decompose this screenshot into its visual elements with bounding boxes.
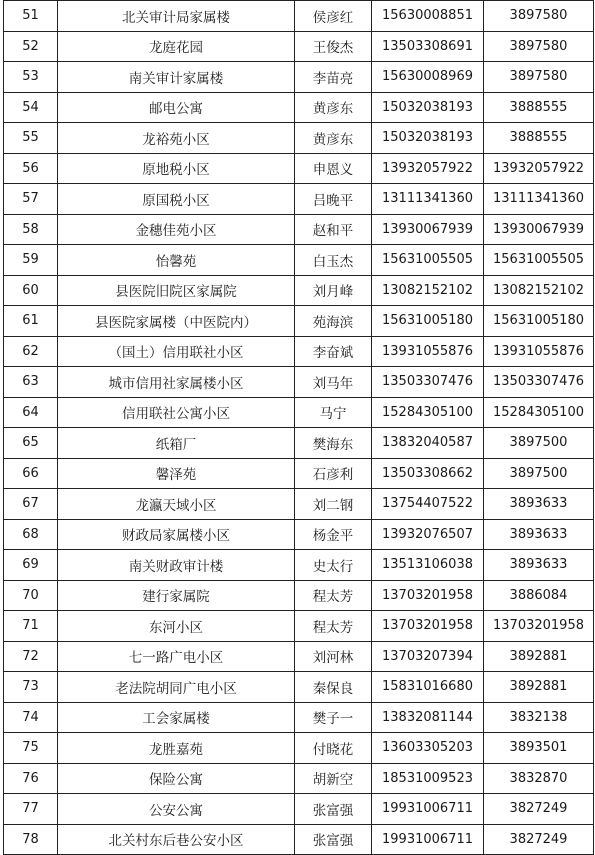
phone-number-cell: 3832870 [484,763,594,794]
row-number-cell: 57 [4,184,58,215]
mobile-number-cell: 13932057922 [372,153,484,184]
community-name-cell: 馨泽苑 [58,458,295,489]
mobile-number-cell: 15284305100 [372,397,484,428]
table-row [4,824,594,855]
table-row [4,367,594,398]
row-number-cell: 68 [4,519,58,550]
community-name-cell: 北关审计局家属楼 [58,1,295,32]
community-name-cell: 龙瀛天域小区 [58,489,295,520]
row-number-cell: 65 [4,428,58,459]
mobile-number-cell: 13703207394 [372,641,484,672]
mobile-number-cell: 13503308662 [372,458,484,489]
phone-number-cell: 15631005505 [484,245,594,276]
contact-person-cell: 王俊杰 [295,31,372,62]
mobile-number-cell: 13503308691 [372,31,484,62]
contact-person-cell: 赵和平 [295,214,372,245]
table-row [4,62,594,93]
row-number-cell: 75 [4,733,58,764]
row-number-cell: 62 [4,336,58,367]
community-name-cell: 龙庭花园 [58,31,295,62]
mobile-number-cell: 15630008969 [372,62,484,93]
contact-person-cell: 石彦利 [295,458,372,489]
community-name-cell: 城市信用社家属楼小区 [58,367,295,398]
mobile-number-cell: 13082152102 [372,275,484,306]
phone-number-cell: 15284305100 [484,397,594,428]
row-number-cell: 52 [4,31,58,62]
table-row [4,306,594,337]
contact-person-cell: 杨金平 [295,519,372,550]
phone-number-cell: 13111341360 [484,184,594,215]
community-name-cell: 龙胜嘉苑 [58,733,295,764]
mobile-number-cell: 19931006711 [372,824,484,855]
mobile-number-cell: 13930067939 [372,214,484,245]
phone-number-cell: 3893633 [484,550,594,581]
contact-person-cell: 刘河林 [295,641,372,672]
community-name-cell: 北关村东后巷公安小区 [58,824,295,855]
table-row [4,428,594,459]
phone-number-cell: 3832138 [484,702,594,733]
contact-person-cell: 张富强 [295,794,372,825]
row-number-cell: 63 [4,367,58,398]
table-row [4,641,594,672]
contact-person-cell: 白玉杰 [295,245,372,276]
community-name-cell: 七一路广电小区 [58,641,295,672]
row-number-cell: 70 [4,580,58,611]
phone-number-cell: 13931055876 [484,336,594,367]
community-name-cell: （国土）信用联社小区 [58,336,295,367]
table-row [4,214,594,245]
mobile-number-cell: 15630008851 [372,1,484,32]
phone-number-cell: 13932057922 [484,153,594,184]
table-row [4,763,594,794]
phone-number-cell: 3897580 [484,31,594,62]
phone-number-cell: 13930067939 [484,214,594,245]
mobile-number-cell: 13931055876 [372,336,484,367]
community-contact-table [3,0,594,855]
contact-person-cell: 刘二钢 [295,489,372,520]
phone-number-cell: 3888555 [484,92,594,123]
mobile-number-cell: 15032038193 [372,123,484,154]
community-name-cell: 建行家属院 [58,580,295,611]
community-name-cell: 纸箱厂 [58,428,295,459]
contact-person-cell: 程太芳 [295,580,372,611]
community-name-cell: 怡馨苑 [58,245,295,276]
contact-person-cell: 樊子一 [295,702,372,733]
row-number-cell: 67 [4,489,58,520]
community-name-cell: 东河小区 [58,611,295,642]
row-number-cell: 55 [4,123,58,154]
table-row [4,519,594,550]
table-body [4,1,594,855]
mobile-number-cell: 13111341360 [372,184,484,215]
contact-person-cell: 樊海东 [295,428,372,459]
contact-person-cell: 胡新空 [295,763,372,794]
table-row [4,702,594,733]
row-number-cell: 66 [4,458,58,489]
row-number-cell: 69 [4,550,58,581]
contact-person-cell: 侯彦红 [295,1,372,32]
community-name-cell: 工会家属楼 [58,702,295,733]
mobile-number-cell: 13513106038 [372,550,484,581]
mobile-number-cell: 18531009523 [372,763,484,794]
phone-number-cell: 3888555 [484,123,594,154]
phone-number-cell: 3893501 [484,733,594,764]
table-row [4,550,594,581]
row-number-cell: 73 [4,672,58,703]
row-number-cell: 64 [4,397,58,428]
row-number-cell: 72 [4,641,58,672]
table-row [4,611,594,642]
phone-number-cell: 3827249 [484,794,594,825]
row-number-cell: 54 [4,92,58,123]
contact-person-cell: 黄彦东 [295,92,372,123]
community-name-cell: 南关审计家属楼 [58,62,295,93]
mobile-number-cell: 13603305203 [372,733,484,764]
phone-number-cell: 15631005180 [484,306,594,337]
phone-number-cell: 13703201958 [484,611,594,642]
phone-number-cell: 13082152102 [484,275,594,306]
community-name-cell: 邮电公寓 [58,92,295,123]
table-row [4,184,594,215]
table-row [4,1,594,32]
contact-person-cell: 申恩义 [295,153,372,184]
phone-number-cell: 3897500 [484,458,594,489]
contact-person-cell: 黄彦东 [295,123,372,154]
table-row [4,580,594,611]
contact-person-cell: 程太芳 [295,611,372,642]
mobile-number-cell: 13703201958 [372,611,484,642]
phone-number-cell: 3893633 [484,519,594,550]
community-name-cell: 财政局家属楼小区 [58,519,295,550]
table-row [4,153,594,184]
row-number-cell: 61 [4,306,58,337]
mobile-number-cell: 13832040587 [372,428,484,459]
table-row [4,245,594,276]
row-number-cell: 53 [4,62,58,93]
row-number-cell: 77 [4,794,58,825]
table-row [4,458,594,489]
phone-number-cell: 3897500 [484,428,594,459]
contact-person-cell: 李奋斌 [295,336,372,367]
mobile-number-cell: 13503307476 [372,367,484,398]
table-row [4,733,594,764]
community-name-cell: 原国税小区 [58,184,295,215]
contact-person-cell: 刘月峰 [295,275,372,306]
row-number-cell: 74 [4,702,58,733]
table-row [4,489,594,520]
mobile-number-cell: 13754407522 [372,489,484,520]
contact-person-cell: 刘马年 [295,367,372,398]
table-row [4,794,594,825]
phone-number-cell: 3886084 [484,580,594,611]
community-name-cell: 县医院家属楼（中医院内） [58,306,295,337]
row-number-cell: 58 [4,214,58,245]
table-row [4,123,594,154]
community-name-cell: 县医院旧院区家属院 [58,275,295,306]
contact-person-cell: 马宁 [295,397,372,428]
mobile-number-cell: 15631005180 [372,306,484,337]
community-name-cell: 龙裕苑小区 [58,123,295,154]
contact-person-cell: 李苗亮 [295,62,372,93]
phone-number-cell: 3897580 [484,1,594,32]
community-name-cell: 信用联社公寓小区 [58,397,295,428]
row-number-cell: 76 [4,763,58,794]
community-name-cell: 保险公寓 [58,763,295,794]
contact-person-cell: 苑海滨 [295,306,372,337]
row-number-cell: 51 [4,1,58,32]
mobile-number-cell: 13832081144 [372,702,484,733]
table-row [4,275,594,306]
community-name-cell: 原地税小区 [58,153,295,184]
mobile-number-cell: 15831016680 [372,672,484,703]
table-row [4,92,594,123]
phone-number-cell: 3827249 [484,824,594,855]
community-name-cell: 公安公寓 [58,794,295,825]
community-name-cell: 金穗佳苑小区 [58,214,295,245]
row-number-cell: 56 [4,153,58,184]
phone-number-cell: 3893633 [484,489,594,520]
contact-person-cell: 张富强 [295,824,372,855]
table-row [4,672,594,703]
phone-number-cell: 3892881 [484,641,594,672]
contact-person-cell: 付晓花 [295,733,372,764]
phone-number-cell: 13503307476 [484,367,594,398]
table-row [4,31,594,62]
phone-number-cell: 3897580 [484,62,594,93]
mobile-number-cell: 15032038193 [372,92,484,123]
table-row [4,336,594,367]
contact-person-cell: 吕晚平 [295,184,372,215]
row-number-cell: 59 [4,245,58,276]
community-name-cell: 南关财政审计楼 [58,550,295,581]
row-number-cell: 60 [4,275,58,306]
mobile-number-cell: 13932076507 [372,519,484,550]
community-name-cell: 老法院胡同广电小区 [58,672,295,703]
row-number-cell: 78 [4,824,58,855]
contact-person-cell: 史太行 [295,550,372,581]
phone-number-cell: 3892881 [484,672,594,703]
table-row [4,397,594,428]
mobile-number-cell: 15631005505 [372,245,484,276]
mobile-number-cell: 19931006711 [372,794,484,825]
row-number-cell: 71 [4,611,58,642]
contact-person-cell: 秦保良 [295,672,372,703]
mobile-number-cell: 13703201958 [372,580,484,611]
